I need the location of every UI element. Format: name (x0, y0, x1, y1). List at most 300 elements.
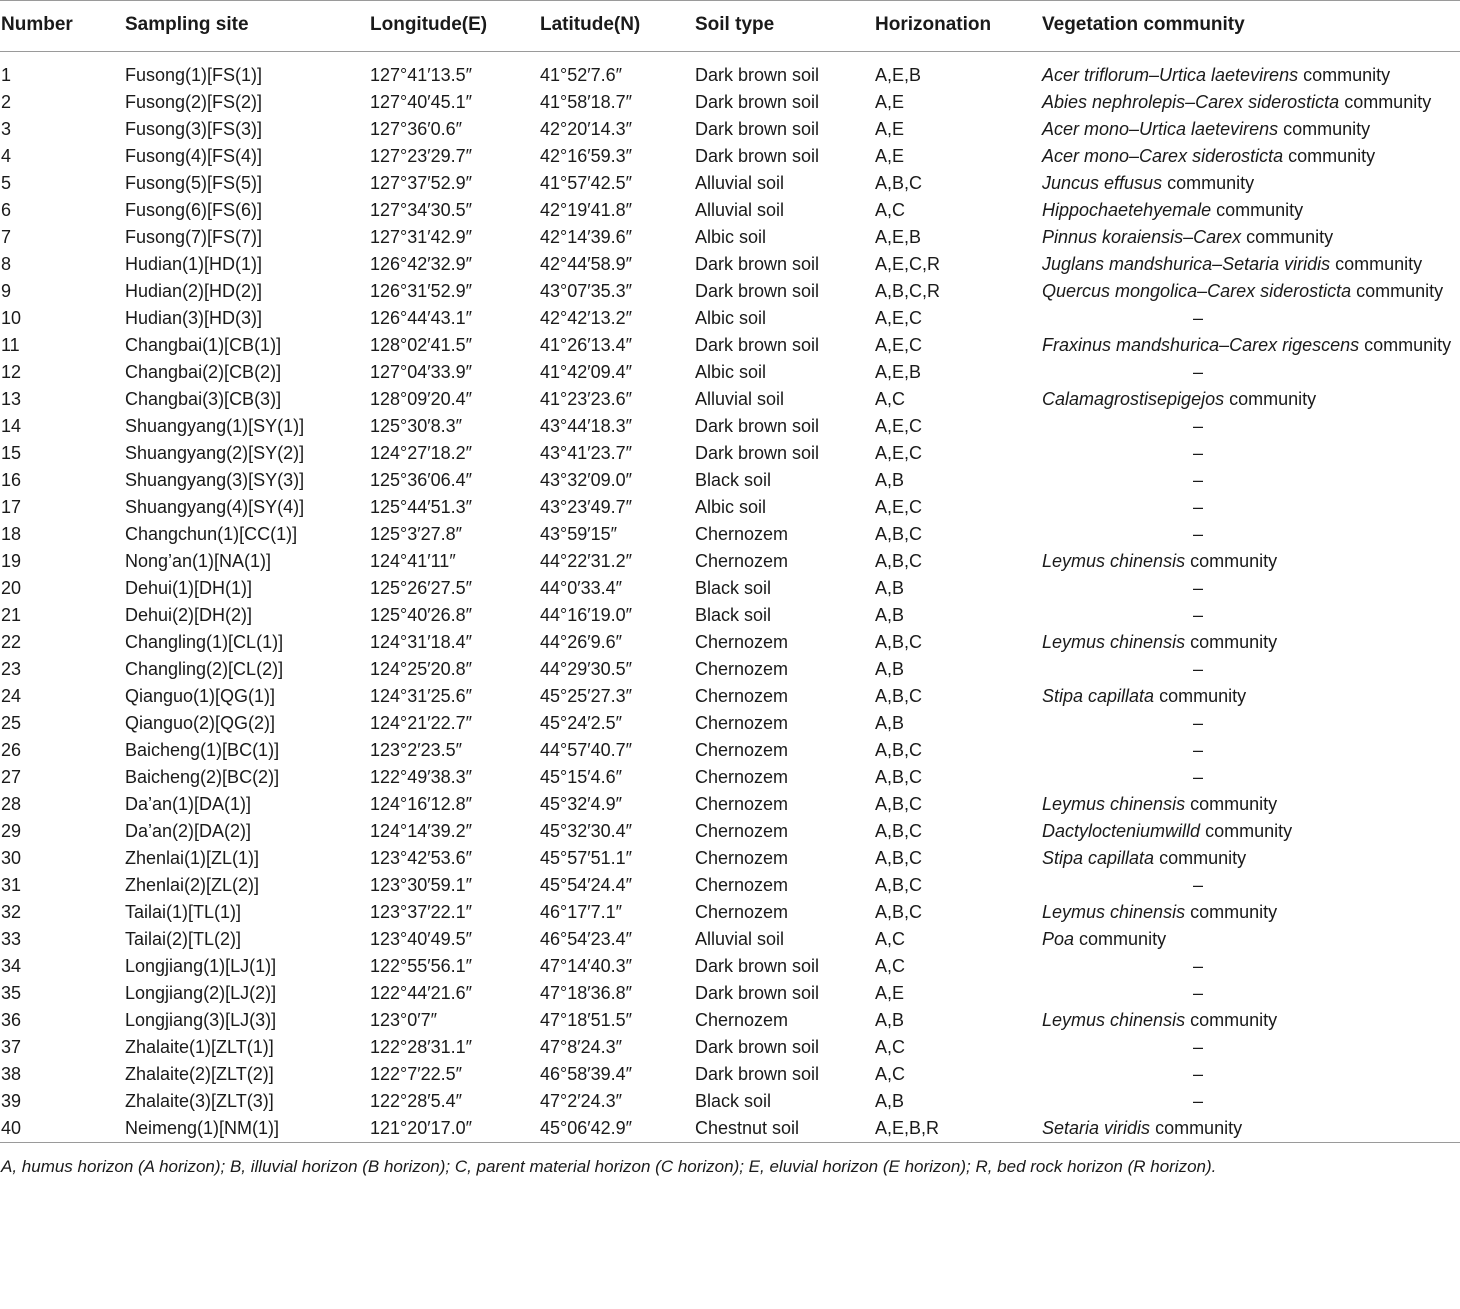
cell-vegetation-community (1041, 764, 1460, 791)
table-footer (0, 1143, 1460, 1181)
cell-latitude: 47°18′36.8″ (540, 983, 633, 1003)
header-longitude: Longitude(E) (370, 13, 488, 35)
cell-latitude: 42°44′58.9″ (540, 254, 633, 274)
cell-soil-type: Albic soil (695, 362, 767, 382)
cell-longitude: 124°27′18.2″ (370, 443, 473, 463)
cell-vegetation-community (1041, 629, 1460, 656)
species-name: Pinnus koraiensis–Carex (1042, 227, 1242, 247)
table-row (0, 305, 1460, 332)
cell-horizonation: A,C (875, 389, 906, 409)
cell-latitude: 42°20′14.3″ (540, 119, 633, 139)
cell-vegetation-community (1041, 197, 1460, 224)
empty-value-dash: – (1192, 497, 1203, 517)
cell-latitude: 45°24′2.5″ (540, 713, 623, 733)
cell-soil-type: Chernozem (695, 524, 789, 544)
empty-value-dash: – (1192, 470, 1203, 490)
cell-sampling-site: Dehui(2)[DH(2)] (125, 605, 253, 625)
table-row (0, 899, 1460, 926)
cell-vegetation-community (1041, 656, 1460, 683)
header-row (0, 1, 1460, 52)
cell-soil-type: Chernozem (695, 875, 789, 895)
species-name: Acer mono–Urtica laetevirens (1042, 119, 1279, 139)
cell-latitude: 47°18′51.5″ (540, 1010, 633, 1030)
species-name: Dactylocteniumwilld (1042, 821, 1201, 841)
cell-latitude: 43°44′18.3″ (540, 416, 633, 436)
cell-latitude: 46°17′7.1″ (540, 902, 623, 922)
cell-longitude: 124°31′18.4″ (370, 632, 473, 652)
cell-latitude: 44°26′9.6″ (540, 632, 623, 652)
cell-number: 34 (1, 956, 22, 976)
cell-longitude: 128°02′41.5″ (370, 335, 473, 355)
cell-sampling-site: Fusong(4)[FS(4)] (125, 146, 263, 166)
cell-horizonation: A,B,C (875, 632, 923, 652)
table-row (0, 467, 1460, 494)
cell-latitude: 45°06′42.9″ (540, 1118, 633, 1138)
cell-sampling-site: Longjiang(3)[LJ(3)] (125, 1010, 277, 1030)
cell-horizonation: A,E,B (875, 362, 922, 382)
empty-value-dash: – (1192, 416, 1203, 436)
cell-vegetation-community (1041, 953, 1460, 980)
cell-sampling-site: Qianguo(1)[QG(1)] (125, 686, 276, 706)
cell-number: 8 (1, 254, 12, 274)
community-suffix: community (1229, 389, 1317, 409)
cell-longitude: 127°23′29.7″ (370, 146, 473, 166)
cell-number: 36 (1, 1010, 22, 1030)
cell-soil-type: Black soil (695, 605, 772, 625)
cell-soil-type: Black soil (695, 1091, 772, 1111)
table-row (0, 52, 1460, 90)
cell-sampling-site: Da’an(2)[DA(2)] (125, 821, 252, 841)
cell-longitude: 122°7′22.5″ (370, 1064, 463, 1084)
cell-number: 27 (1, 767, 22, 787)
cell-horizonation: A,E (875, 119, 905, 139)
cell-number: 1 (1, 65, 12, 85)
cell-longitude: 127°40′45.1″ (370, 92, 473, 112)
cell-horizonation: A,B,C (875, 848, 923, 868)
cell-horizonation: A,B,C (875, 767, 923, 787)
cell-sampling-site: Fusong(3)[FS(3)] (125, 119, 263, 139)
cell-sampling-site: Fusong(1)[FS(1)] (125, 65, 263, 85)
cell-horizonation: A,B,C (875, 524, 923, 544)
table-row (0, 629, 1460, 656)
cell-horizonation: A,B (875, 1010, 905, 1030)
footnote-row (0, 1143, 1460, 1181)
cell-longitude: 127°41′13.5″ (370, 65, 473, 85)
community-suffix: community (1155, 1118, 1243, 1138)
cell-longitude: 123°42′53.6″ (370, 848, 473, 868)
cell-soil-type: Chernozem (695, 1010, 789, 1030)
cell-sampling-site: Neimeng(1)[NM(1)] (125, 1118, 280, 1138)
cell-vegetation-community (1041, 494, 1460, 521)
species-name: Setaria viridis (1042, 1118, 1151, 1138)
species-name: Leymus chinensis (1042, 1010, 1186, 1030)
cell-soil-type: Dark brown soil (695, 254, 820, 274)
table-row (0, 1007, 1460, 1034)
cell-number: 7 (1, 227, 12, 247)
cell-latitude: 41°23′23.6″ (540, 389, 633, 409)
cell-horizonation: A,E,C (875, 416, 923, 436)
cell-number: 16 (1, 470, 22, 490)
cell-longitude: 121°20′17.0″ (370, 1118, 473, 1138)
cell-horizonation: A,E,C (875, 497, 923, 517)
community-suffix: community (1159, 848, 1247, 868)
cell-sampling-site: Changchun(1)[CC(1)] (125, 524, 298, 544)
cell-vegetation-community (1041, 52, 1460, 90)
community-suffix: community (1190, 632, 1278, 652)
cell-number: 22 (1, 632, 22, 652)
cell-latitude: 46°54′23.4″ (540, 929, 633, 949)
cell-soil-type: Chernozem (695, 794, 789, 814)
cell-latitude: 47°14′40.3″ (540, 956, 633, 976)
cell-longitude: 127°36′0.6″ (370, 119, 463, 139)
cell-latitude: 44°57′40.7″ (540, 740, 633, 760)
cell-sampling-site: Zhalaite(2)[ZLT(2)] (125, 1064, 274, 1084)
cell-latitude: 45°25′27.3″ (540, 686, 633, 706)
table-row (0, 413, 1460, 440)
cell-vegetation-community (1041, 1088, 1460, 1115)
cell-soil-type: Dark brown soil (695, 146, 820, 166)
cell-latitude: 41°52′7.6″ (540, 65, 623, 85)
species-name: Quercus mongolica–Carex siderosticta (1042, 281, 1352, 301)
cell-soil-type: Dark brown soil (695, 1064, 820, 1084)
empty-value-dash: – (1192, 875, 1203, 895)
cell-sampling-site: Hudian(2)[HD(2)] (125, 281, 263, 301)
table-body (0, 52, 1460, 1143)
cell-longitude: 127°37′52.9″ (370, 173, 473, 193)
species-name: Fraxinus mandshurica–Carex rigescens (1042, 335, 1360, 355)
cell-latitude: 43°41′23.7″ (540, 443, 633, 463)
cell-number: 6 (1, 200, 12, 220)
cell-horizonation: A,E,C (875, 443, 923, 463)
table-row (0, 494, 1460, 521)
cell-number: 15 (1, 443, 22, 463)
cell-longitude: 122°49′38.3″ (370, 767, 473, 787)
table-row (0, 818, 1460, 845)
cell-vegetation-community (1041, 467, 1460, 494)
cell-number: 17 (1, 497, 22, 517)
empty-value-dash: – (1192, 956, 1203, 976)
cell-sampling-site: Fusong(7)[FS(7)] (125, 227, 263, 247)
cell-longitude: 126°31′52.9″ (370, 281, 473, 301)
community-suffix: community (1288, 146, 1376, 166)
cell-number: 20 (1, 578, 22, 598)
cell-soil-type: Chernozem (695, 902, 789, 922)
cell-vegetation-community (1041, 1034, 1460, 1061)
community-suffix: community (1303, 65, 1391, 85)
species-name: Leymus chinensis (1042, 551, 1186, 571)
table-row (0, 521, 1460, 548)
cell-longitude: 123°40′49.5″ (370, 929, 473, 949)
cell-soil-type: Alluvial soil (695, 200, 785, 220)
cell-number: 26 (1, 740, 22, 760)
table-row (0, 548, 1460, 575)
cell-soil-type: Dark brown soil (695, 443, 820, 463)
cell-horizonation: A,B,C,R (875, 281, 941, 301)
cell-number: 5 (1, 173, 12, 193)
cell-latitude: 45°57′51.1″ (540, 848, 633, 868)
cell-latitude: 44°0′33.4″ (540, 578, 623, 598)
cell-number: 4 (1, 146, 12, 166)
cell-horizonation: A,B,C (875, 794, 923, 814)
cell-sampling-site: Zhenlai(1)[ZL(1)] (125, 848, 260, 868)
cell-number: 29 (1, 821, 22, 841)
table-row (0, 116, 1460, 143)
species-name: Leymus chinensis (1042, 902, 1186, 922)
community-suffix: community (1190, 551, 1278, 571)
cell-soil-type: Alluvial soil (695, 173, 785, 193)
cell-vegetation-community (1041, 1007, 1460, 1034)
cell-horizonation: A,B (875, 659, 905, 679)
cell-latitude: 46°58′39.4″ (540, 1064, 633, 1084)
cell-latitude: 41°58′18.7″ (540, 92, 633, 112)
cell-vegetation-community (1041, 89, 1460, 116)
cell-latitude: 45°54′24.4″ (540, 875, 633, 895)
cell-latitude: 41°42′09.4″ (540, 362, 633, 382)
cell-sampling-site: Shuangyang(3)[SY(3)] (125, 470, 305, 490)
cell-longitude: 127°31′42.9″ (370, 227, 473, 247)
header-sampling-site: Sampling site (125, 13, 249, 35)
cell-number: 9 (1, 281, 12, 301)
species-name: Acer triflorum–Urtica laetevirens (1042, 65, 1299, 85)
cell-soil-type: Albic soil (695, 227, 767, 247)
cell-soil-type: Chernozem (695, 551, 789, 571)
cell-number: 23 (1, 659, 22, 679)
table-row (0, 872, 1460, 899)
cell-latitude: 44°22′31.2″ (540, 551, 633, 571)
community-suffix: community (1159, 686, 1247, 706)
cell-longitude: 124°16′12.8″ (370, 794, 473, 814)
cell-latitude: 43°59′15″ (540, 524, 618, 544)
cell-horizonation: A,B (875, 1091, 905, 1111)
empty-value-dash: – (1192, 659, 1203, 679)
table-row (0, 683, 1460, 710)
cell-sampling-site: Shuangyang(1)[SY(1)] (125, 416, 305, 436)
cell-vegetation-community (1041, 1115, 1460, 1143)
cell-longitude: 125°44′51.3″ (370, 497, 473, 517)
table-row (0, 278, 1460, 305)
table-row (0, 143, 1460, 170)
cell-horizonation: A,E (875, 146, 905, 166)
community-suffix: community (1216, 200, 1304, 220)
community-suffix: community (1344, 92, 1432, 112)
empty-value-dash: – (1192, 524, 1203, 544)
cell-latitude: 44°16′19.0″ (540, 605, 633, 625)
species-name: Hippochaetehyemale (1042, 200, 1212, 220)
cell-vegetation-community (1041, 683, 1460, 710)
cell-soil-type: Chernozem (695, 659, 789, 679)
cell-horizonation: A,E (875, 92, 905, 112)
cell-soil-type: Chernozem (695, 821, 789, 841)
cell-longitude: 124°25′20.8″ (370, 659, 473, 679)
table-row (0, 170, 1460, 197)
cell-horizonation: A,B,C (875, 902, 923, 922)
empty-value-dash: – (1192, 767, 1203, 787)
cell-sampling-site: Zhalaite(1)[ZLT(1)] (125, 1037, 274, 1057)
species-name: Calamagrostisepigejos (1042, 389, 1225, 409)
cell-longitude: 126°42′32.9″ (370, 254, 473, 274)
cell-number: 13 (1, 389, 22, 409)
table-row (0, 1088, 1460, 1115)
cell-longitude: 122°28′31.1″ (370, 1037, 473, 1057)
cell-sampling-site: Da’an(1)[DA(1)] (125, 794, 252, 814)
empty-value-dash: – (1192, 443, 1203, 463)
species-name: Acer mono–Carex siderosticta (1042, 146, 1284, 166)
species-name: Stipa capillata (1042, 686, 1155, 706)
table-row (0, 332, 1460, 359)
community-suffix: community (1335, 254, 1423, 274)
cell-horizonation: A,B (875, 578, 905, 598)
table-row (0, 656, 1460, 683)
cell-soil-type: Alluvial soil (695, 389, 785, 409)
empty-value-dash: – (1192, 740, 1203, 760)
cell-soil-type: Black soil (695, 470, 772, 490)
cell-sampling-site: Baicheng(1)[BC(1)] (125, 740, 280, 760)
cell-longitude: 123°30′59.1″ (370, 875, 473, 895)
table-row (0, 845, 1460, 872)
footnote: A, humus horizon (A horizon); B, illuvial horizon (B horizon); C, parent material horizon (C horizon); E, eluvial horizon (E horizon); R, bed rock horizon (R horizon). (0, 1143, 1460, 1181)
empty-value-dash: – (1192, 983, 1203, 1003)
species-name: Leymus chinensis (1042, 632, 1186, 652)
cell-number: 40 (1, 1118, 22, 1138)
cell-sampling-site: Changbai(1)[CB(1)] (125, 335, 282, 355)
cell-number: 24 (1, 686, 22, 706)
community-suffix: community (1190, 1010, 1278, 1030)
cell-horizonation: A,B (875, 605, 905, 625)
cell-soil-type: Chernozem (695, 686, 789, 706)
cell-latitude: 43°07′35.3″ (540, 281, 633, 301)
cell-vegetation-community (1041, 980, 1460, 1007)
cell-sampling-site: Shuangyang(2)[SY(2)] (125, 443, 305, 463)
community-suffix: community (1205, 821, 1293, 841)
cell-vegetation-community (1041, 278, 1460, 305)
cell-sampling-site: Hudian(1)[HD(1)] (125, 254, 263, 274)
cell-soil-type: Chernozem (695, 767, 789, 787)
header-horizonation: Horizonation (875, 13, 992, 35)
cell-soil-type: Chernozem (695, 848, 789, 868)
cell-longitude: 124°41′11″ (370, 551, 456, 571)
cell-longitude: 126°44′43.1″ (370, 308, 473, 328)
cell-longitude: 125°30′8.3″ (370, 416, 463, 436)
community-suffix: community (1190, 794, 1278, 814)
cell-vegetation-community (1041, 602, 1460, 629)
cell-number: 10 (1, 308, 22, 328)
species-name: Poa (1042, 929, 1075, 949)
cell-sampling-site: Dehui(1)[DH(1)] (125, 578, 253, 598)
cell-number: 28 (1, 794, 22, 814)
cell-soil-type: Chestnut soil (695, 1118, 800, 1138)
cell-longitude: 125°26′27.5″ (370, 578, 473, 598)
cell-longitude: 124°21′22.7″ (370, 713, 473, 733)
empty-value-dash: – (1192, 308, 1203, 328)
cell-vegetation-community (1041, 116, 1460, 143)
cell-sampling-site: Nong’an(1)[NA(1)] (125, 551, 272, 571)
cell-horizonation: A,E (875, 983, 905, 1003)
cell-horizonation: A,E,C (875, 335, 923, 355)
table-row (0, 386, 1460, 413)
cell-number: 35 (1, 983, 22, 1003)
cell-sampling-site: Fusong(6)[FS(6)] (125, 200, 263, 220)
cell-vegetation-community (1041, 791, 1460, 818)
cell-number: 37 (1, 1037, 22, 1057)
table-row (0, 575, 1460, 602)
cell-horizonation: A,B,C (875, 551, 923, 571)
cell-longitude: 122°28′5.4″ (370, 1091, 463, 1111)
table-row (0, 359, 1460, 386)
cell-vegetation-community (1041, 926, 1460, 953)
cell-vegetation-community (1041, 170, 1460, 197)
cell-vegetation-community (1041, 386, 1460, 413)
cell-longitude: 122°44′21.6″ (370, 983, 473, 1003)
community-suffix: community (1167, 173, 1255, 193)
table-row (0, 980, 1460, 1007)
header-soil-type: Soil type (695, 13, 775, 35)
table-row (0, 440, 1460, 467)
cell-vegetation-community (1041, 845, 1460, 872)
cell-horizonation: A,E,B (875, 65, 922, 85)
cell-number: 25 (1, 713, 22, 733)
table-row (0, 89, 1460, 116)
cell-number: 14 (1, 416, 22, 436)
empty-value-dash: – (1192, 713, 1203, 733)
cell-number: 12 (1, 362, 22, 382)
species-name: Leymus chinensis (1042, 794, 1186, 814)
cell-vegetation-community (1041, 1061, 1460, 1088)
cell-sampling-site: Hudian(3)[HD(3)] (125, 308, 263, 328)
cell-number: 39 (1, 1091, 22, 1111)
cell-latitude: 43°23′49.7″ (540, 497, 633, 517)
empty-value-dash: – (1192, 1064, 1203, 1084)
cell-vegetation-community (1041, 575, 1460, 602)
table-row (0, 224, 1460, 251)
community-suffix: community (1364, 335, 1452, 355)
cell-latitude: 45°15′4.6″ (540, 767, 623, 787)
cell-sampling-site: Changling(1)[CL(1)] (125, 632, 284, 652)
cell-longitude: 125°40′26.8″ (370, 605, 473, 625)
cell-sampling-site: Shuangyang(4)[SY(4)] (125, 497, 305, 517)
community-suffix: community (1283, 119, 1371, 139)
table-row (0, 1061, 1460, 1088)
cell-soil-type: Dark brown soil (695, 119, 820, 139)
cell-number: 18 (1, 524, 22, 544)
species-name: Stipa capillata (1042, 848, 1155, 868)
cell-vegetation-community (1041, 737, 1460, 764)
cell-number: 3 (1, 119, 12, 139)
cell-latitude: 42°19′41.8″ (540, 200, 633, 220)
cell-latitude: 43°32′09.0″ (540, 470, 633, 490)
cell-soil-type: Albic soil (695, 497, 767, 517)
community-suffix: community (1356, 281, 1444, 301)
cell-soil-type: Dark brown soil (695, 956, 820, 976)
cell-horizonation: A,E,C (875, 308, 923, 328)
cell-longitude: 127°04′33.9″ (370, 362, 473, 382)
header-number: Number (1, 13, 73, 35)
table-row (0, 764, 1460, 791)
cell-horizonation: A,C (875, 956, 906, 976)
cell-sampling-site: Zhenlai(2)[ZL(2)] (125, 875, 260, 895)
cell-longitude: 125°3′27.8″ (370, 524, 463, 544)
cell-horizonation: A,B,C (875, 686, 923, 706)
cell-number: 33 (1, 929, 22, 949)
cell-sampling-site: Changbai(3)[CB(3)] (125, 389, 282, 409)
empty-value-dash: – (1192, 605, 1203, 625)
cell-longitude: 124°14′39.2″ (370, 821, 473, 841)
cell-number: 11 (1, 335, 20, 355)
cell-longitude: 128°09′20.4″ (370, 389, 473, 409)
cell-vegetation-community (1041, 305, 1460, 332)
cell-sampling-site: Baicheng(2)[BC(2)] (125, 767, 280, 787)
cell-sampling-site: Tailai(1)[TL(1)] (125, 902, 242, 922)
cell-latitude: 45°32′4.9″ (540, 794, 623, 814)
